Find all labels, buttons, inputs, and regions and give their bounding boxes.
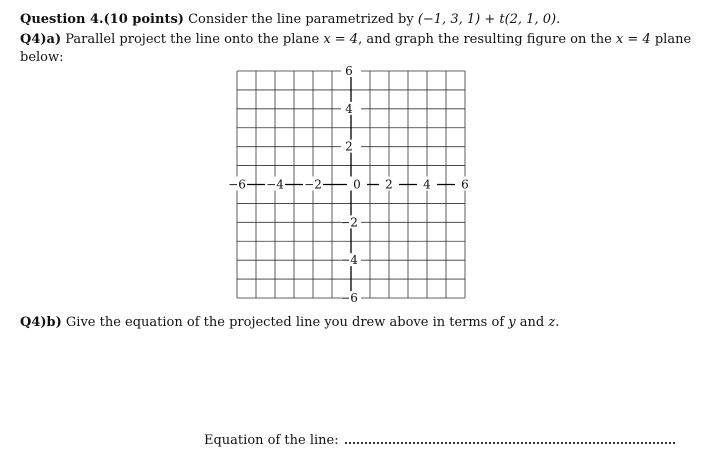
part-a-text-3: plane bbox=[650, 32, 692, 47]
y-tick-label: −4 bbox=[340, 253, 358, 268]
x-tick-label: −4 bbox=[266, 177, 284, 192]
y-tick-label: −6 bbox=[340, 291, 358, 305]
x-tick-label: 2 bbox=[385, 177, 393, 192]
part-b-text-1: Give the equation of the projected line you drew above in terms of bbox=[61, 315, 509, 330]
x-tick-label: 0 bbox=[353, 177, 361, 192]
part-a-label: Q4)a) bbox=[20, 32, 62, 47]
part-a-text-4: below: bbox=[20, 50, 64, 65]
intro-text: Consider the line parametrized by bbox=[188, 12, 418, 27]
part-b-var-z: z bbox=[548, 315, 556, 330]
part-b-var-y: y bbox=[508, 315, 516, 330]
answer-label: Equation of the line: bbox=[204, 433, 339, 448]
param-expression: (−1, 3, 1) + t(2, 1, 0) bbox=[417, 12, 557, 27]
y-tick-label: 2 bbox=[345, 139, 353, 154]
question-points: (10 points) bbox=[103, 12, 184, 27]
intro-suffix: . bbox=[556, 12, 561, 27]
y-tick-label: −2 bbox=[340, 215, 358, 230]
x-tick-label: −6 bbox=[228, 177, 246, 192]
part-a-plane-2: x = 4 bbox=[615, 32, 651, 47]
part-a-plane-1: x = 4 bbox=[323, 32, 359, 47]
part-a-text-1: Parallel project the line onto the plane bbox=[61, 32, 324, 47]
part-b-label: Q4)b) bbox=[20, 315, 62, 330]
part-b-prompt bbox=[20, 314, 559, 332]
x-tick-label: 4 bbox=[423, 177, 431, 192]
part-b-text-and: and bbox=[515, 315, 549, 330]
y-tick-label: 4 bbox=[345, 101, 353, 116]
x-tick-label: 6 bbox=[461, 177, 469, 192]
part-b-text-2: . bbox=[555, 315, 560, 330]
part-a-text-2: , and graph the resulting figure on the bbox=[358, 32, 616, 47]
answer-line bbox=[204, 430, 675, 450]
question-heading: Question 4. bbox=[20, 12, 104, 27]
y-tick-label: 6 bbox=[345, 64, 353, 78]
answer-blank[interactable] bbox=[345, 430, 675, 444]
x-tick-label: −2 bbox=[304, 177, 322, 192]
